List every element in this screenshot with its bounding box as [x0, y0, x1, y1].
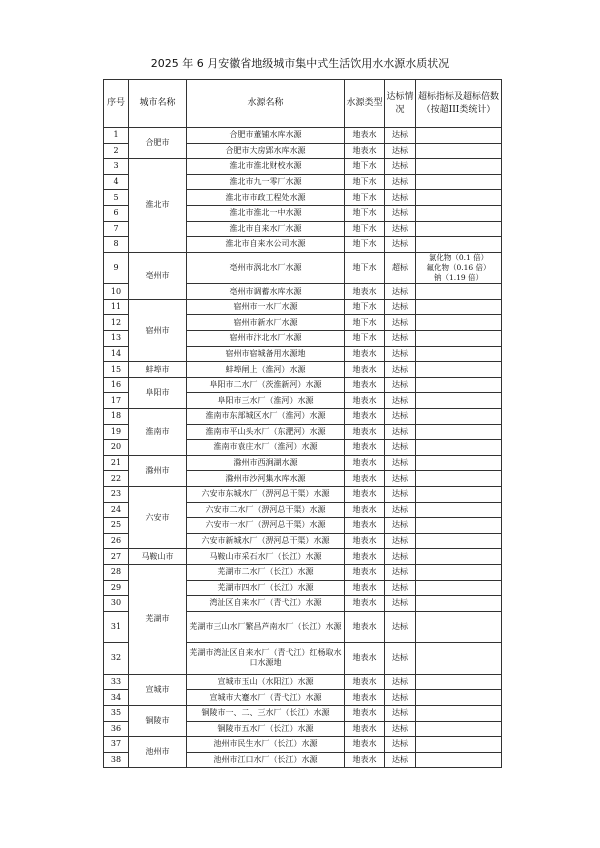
- exceed-details: [416, 580, 502, 596]
- source-name: 宣城市大蹇水厂（青弋江）水源: [187, 690, 345, 706]
- compliance-status: 达标: [385, 752, 416, 768]
- row-number: 7: [104, 221, 129, 237]
- exceed-details: [416, 471, 502, 487]
- compliance-status: 达标: [385, 564, 416, 580]
- page-title: 2025 年 6 月安徽省地级城市集中式生活饮用水水源水质状况: [150, 57, 450, 70]
- source-type: 地下水: [345, 174, 385, 190]
- row-number: 21: [104, 455, 129, 471]
- source-name: 湾沚区自来水厂（青弋江）水源: [187, 596, 345, 612]
- source-name: 阜阳市三水厂（淮河）水源: [187, 393, 345, 409]
- compliance-status: 达标: [385, 315, 416, 331]
- exceed-details: [416, 174, 502, 190]
- compliance-status: 达标: [385, 284, 416, 300]
- source-type: 地表水: [345, 284, 385, 300]
- row-number: 4: [104, 174, 129, 190]
- source-name: 阜阳市二水厂（茨淮新河）水源: [187, 377, 345, 393]
- compliance-status: 达标: [385, 143, 416, 159]
- source-type: 地表水: [345, 674, 385, 690]
- source-name: 淮北市自来水公司水源: [187, 237, 345, 253]
- table-row: [104, 377, 502, 393]
- exceed-details: [416, 221, 502, 237]
- row-number: 3: [104, 159, 129, 175]
- city-name: 淮北市: [129, 159, 187, 253]
- source-type: 地表水: [345, 362, 385, 378]
- city-name: 六安市: [129, 486, 187, 548]
- compliance-status: 达标: [385, 518, 416, 534]
- row-number: 26: [104, 533, 129, 549]
- source-name: 芜湖市四水厂（长江）水源: [187, 580, 345, 596]
- table-row: [104, 252, 502, 284]
- source-name: 宿州市宿城备用水源地: [187, 346, 345, 362]
- compliance-status: 达标: [385, 596, 416, 612]
- compliance-status: 超标: [385, 252, 416, 284]
- exceed-details: [416, 424, 502, 440]
- compliance-status: 达标: [385, 190, 416, 206]
- compliance-status: 达标: [385, 502, 416, 518]
- exceed-details: [416, 284, 502, 300]
- exceed-details: [416, 159, 502, 175]
- compliance-status: 达标: [385, 643, 416, 675]
- source-type: 地下水: [345, 205, 385, 221]
- compliance-status: 达标: [385, 721, 416, 737]
- source-name: 滁州市沙河集水库水源: [187, 471, 345, 487]
- row-number: 30: [104, 596, 129, 612]
- compliance-status: 达标: [385, 409, 416, 425]
- compliance-status: 达标: [385, 486, 416, 502]
- city-name: 淮南市: [129, 409, 187, 456]
- source-type: 地表水: [345, 346, 385, 362]
- row-number: 24: [104, 502, 129, 518]
- row-number: 11: [104, 299, 129, 315]
- row-number: 2: [104, 143, 129, 159]
- source-name: 六安市东城水厂（淠河总干渠）水源: [187, 486, 345, 502]
- exceed-details: [416, 409, 502, 425]
- header-no: 序号: [104, 80, 129, 128]
- source-name: 合肥市大房郢水库水源: [187, 143, 345, 159]
- row-number: 10: [104, 284, 129, 300]
- compliance-status: 达标: [385, 455, 416, 471]
- source-type: 地下水: [345, 315, 385, 331]
- row-number: 31: [104, 611, 129, 643]
- table-row: [104, 299, 502, 315]
- compliance-status: 达标: [385, 690, 416, 706]
- row-number: 36: [104, 721, 129, 737]
- row-number: 1: [104, 128, 129, 144]
- source-name: 淮北市淮北财校水源: [187, 159, 345, 175]
- source-name: 淮北市九一零厂水源: [187, 174, 345, 190]
- source-name: 淮南市袁庄水厂（淮河）水源: [187, 440, 345, 456]
- compliance-status: 达标: [385, 549, 416, 565]
- header-type: 水源类型: [345, 80, 385, 128]
- row-number: 37: [104, 737, 129, 753]
- exceed-details: [416, 299, 502, 315]
- city-name: 滁州市: [129, 455, 187, 486]
- exceed-details: [416, 721, 502, 737]
- compliance-status: 达标: [385, 393, 416, 409]
- exceed-details: [416, 518, 502, 534]
- source-type: 地表水: [345, 440, 385, 456]
- source-name: 宣城市玉山（水阳江）水源: [187, 674, 345, 690]
- source-type: 地下水: [345, 331, 385, 347]
- table-row: [104, 409, 502, 425]
- compliance-status: 达标: [385, 128, 416, 144]
- exceed-details: [416, 674, 502, 690]
- table-header-row: [104, 80, 502, 128]
- compliance-status: 达标: [385, 611, 416, 643]
- row-number: 14: [104, 346, 129, 362]
- exceed-details: [416, 611, 502, 643]
- city-name: 阜阳市: [129, 377, 187, 408]
- source-type: 地表水: [345, 409, 385, 425]
- table-row: [104, 486, 502, 502]
- source-name: 六安市新城水厂（淠河总干渠）水源: [187, 533, 345, 549]
- table-row: [104, 674, 502, 690]
- header-city: 城市名称: [129, 80, 187, 128]
- source-type: 地表水: [345, 486, 385, 502]
- source-type: 地下水: [345, 190, 385, 206]
- source-name: 亳州市涡北水厂水源: [187, 252, 345, 284]
- row-number: 6: [104, 205, 129, 221]
- source-name: 芜湖市三山水厂繁昌芦南水厂（长江）水源: [187, 611, 345, 643]
- source-type: 地表水: [345, 533, 385, 549]
- source-type: 地表水: [345, 705, 385, 721]
- compliance-status: 达标: [385, 237, 416, 253]
- source-name: 池州市江口水厂（长江）水源: [187, 752, 345, 768]
- exceed-details: [416, 549, 502, 565]
- source-type: 地表水: [345, 518, 385, 534]
- source-name: 六安市二水厂（淠河总干渠）水源: [187, 502, 345, 518]
- city-name: 铜陵市: [129, 705, 187, 736]
- exceed-details: [416, 752, 502, 768]
- source-type: 地表水: [345, 564, 385, 580]
- exceed-details: [416, 690, 502, 706]
- row-number: 8: [104, 237, 129, 253]
- source-type: 地表水: [345, 611, 385, 643]
- compliance-status: 达标: [385, 362, 416, 378]
- exceed-details: [416, 564, 502, 580]
- exceed-details: [416, 596, 502, 612]
- compliance-status: 达标: [385, 440, 416, 456]
- header-status: 达标情况: [385, 80, 416, 128]
- source-type: 地表水: [345, 143, 385, 159]
- source-type: 地表水: [345, 596, 385, 612]
- city-name: 蚌埠市: [129, 362, 187, 378]
- city-name: 宣城市: [129, 674, 187, 705]
- source-name: 宿州市新水厂水源: [187, 315, 345, 331]
- source-type: 地表水: [345, 128, 385, 144]
- source-type: 地表水: [345, 393, 385, 409]
- source-name: 芜湖市湾沚区自来水厂（青弋江）红杨取水口水源地: [187, 643, 345, 675]
- table-row: [104, 455, 502, 471]
- exceed-details: [416, 346, 502, 362]
- source-name: 六安市一水厂（淠河总干渠）水源: [187, 518, 345, 534]
- source-name: 池州市民生水厂（长江）水源: [187, 737, 345, 753]
- exceed-details: [416, 128, 502, 144]
- exceed-details: [416, 440, 502, 456]
- row-number: 25: [104, 518, 129, 534]
- row-number: 34: [104, 690, 129, 706]
- source-type: 地表水: [345, 690, 385, 706]
- source-type: 地下水: [345, 252, 385, 284]
- compliance-status: 达标: [385, 674, 416, 690]
- source-type: 地表水: [345, 643, 385, 675]
- source-type: 地表水: [345, 424, 385, 440]
- exceed-details: [416, 705, 502, 721]
- row-number: 23: [104, 486, 129, 502]
- source-name: 宿州市汴北水厂水源: [187, 331, 345, 347]
- source-type: 地下水: [345, 221, 385, 237]
- row-number: 38: [104, 752, 129, 768]
- compliance-status: 达标: [385, 221, 416, 237]
- source-type: 地表水: [345, 549, 385, 565]
- compliance-status: 达标: [385, 705, 416, 721]
- row-number: 22: [104, 471, 129, 487]
- compliance-status: 达标: [385, 424, 416, 440]
- city-name: 马鞍山市: [129, 549, 187, 565]
- source-name: 芜湖市二水厂（长江）水源: [187, 564, 345, 580]
- compliance-status: 达标: [385, 580, 416, 596]
- exceed-details: 氯化物（0.1 倍） 氟化物（0.16 倍） 钠（1.19 倍）: [416, 252, 502, 284]
- source-type: 地下水: [345, 299, 385, 315]
- exceed-details: [416, 737, 502, 753]
- city-name: 池州市: [129, 737, 187, 768]
- row-number: 20: [104, 440, 129, 456]
- source-name: 铜陵市一、二、三水厂（长江）水源: [187, 705, 345, 721]
- exceed-details: [416, 315, 502, 331]
- table-body: [104, 128, 502, 768]
- table-row: [104, 159, 502, 175]
- row-number: 32: [104, 643, 129, 675]
- header-exceed: 超标指标及超标倍数（按超III类统计）: [416, 80, 502, 128]
- exceed-details: [416, 205, 502, 221]
- row-number: 28: [104, 564, 129, 580]
- source-name: 淮南市东部城区水厂（淮河）水源: [187, 409, 345, 425]
- row-number: 9: [104, 252, 129, 284]
- city-name: 合肥市: [129, 128, 187, 159]
- exceed-details: [416, 502, 502, 518]
- row-number: 29: [104, 580, 129, 596]
- row-number: 19: [104, 424, 129, 440]
- header-source: 水源名称: [187, 80, 345, 128]
- exceed-details: [416, 331, 502, 347]
- row-number: 18: [104, 409, 129, 425]
- source-name: 宿州市一水厂水源: [187, 299, 345, 315]
- source-type: 地表水: [345, 377, 385, 393]
- source-type: 地表水: [345, 721, 385, 737]
- source-type: 地表水: [345, 580, 385, 596]
- exceed-details: [416, 362, 502, 378]
- compliance-status: 达标: [385, 533, 416, 549]
- table-row: [104, 549, 502, 565]
- row-number: 15: [104, 362, 129, 378]
- source-name: 亳州市调蓄水库水源: [187, 284, 345, 300]
- exceed-details: [416, 237, 502, 253]
- row-number: 35: [104, 705, 129, 721]
- compliance-status: 达标: [385, 205, 416, 221]
- table-row: [104, 737, 502, 753]
- exceed-details: [416, 393, 502, 409]
- source-name: 淮南市平山头水厂（东淝河）水源: [187, 424, 345, 440]
- table-row: [104, 362, 502, 378]
- exceed-details: [416, 190, 502, 206]
- exceed-details: [416, 377, 502, 393]
- exceed-details: [416, 533, 502, 549]
- compliance-status: 达标: [385, 299, 416, 315]
- table-row: [104, 128, 502, 144]
- source-type: 地表水: [345, 737, 385, 753]
- row-number: 33: [104, 674, 129, 690]
- row-number: 16: [104, 377, 129, 393]
- row-number: 17: [104, 393, 129, 409]
- water-quality-table: [103, 79, 502, 768]
- compliance-status: 达标: [385, 377, 416, 393]
- source-name: 铜陵市五水厂（长江）水源: [187, 721, 345, 737]
- source-name: 淮北市自来水厂水源: [187, 221, 345, 237]
- compliance-status: 达标: [385, 346, 416, 362]
- table-row: [104, 705, 502, 721]
- row-number: 13: [104, 331, 129, 347]
- exceed-details: [416, 643, 502, 675]
- source-type: 地表水: [345, 752, 385, 768]
- source-name: 滁州市西涧湖水源: [187, 455, 345, 471]
- compliance-status: 达标: [385, 331, 416, 347]
- table-row: [104, 564, 502, 580]
- exceed-details: [416, 143, 502, 159]
- row-number: 27: [104, 549, 129, 565]
- source-type: 地下水: [345, 159, 385, 175]
- source-name: 蚌埠闸上（淮河）水源: [187, 362, 345, 378]
- source-type: 地表水: [345, 471, 385, 487]
- compliance-status: 达标: [385, 737, 416, 753]
- exceed-details: [416, 455, 502, 471]
- source-type: 地表水: [345, 455, 385, 471]
- compliance-status: 达标: [385, 174, 416, 190]
- source-type: 地表水: [345, 502, 385, 518]
- exceed-details: [416, 486, 502, 502]
- row-number: 5: [104, 190, 129, 206]
- compliance-status: 达标: [385, 159, 416, 175]
- compliance-status: 达标: [385, 471, 416, 487]
- city-name: 亳州市: [129, 252, 187, 299]
- source-type: 地下水: [345, 237, 385, 253]
- city-name: 芜湖市: [129, 564, 187, 674]
- source-name: 马鞍山市采石水厂（长江）水源: [187, 549, 345, 565]
- source-name: 合肥市董铺水库水源: [187, 128, 345, 144]
- city-name: 宿州市: [129, 299, 187, 361]
- source-name: 淮北市市政工程处水源: [187, 190, 345, 206]
- row-number: 12: [104, 315, 129, 331]
- source-name: 淮北市淮北一中水源: [187, 205, 345, 221]
